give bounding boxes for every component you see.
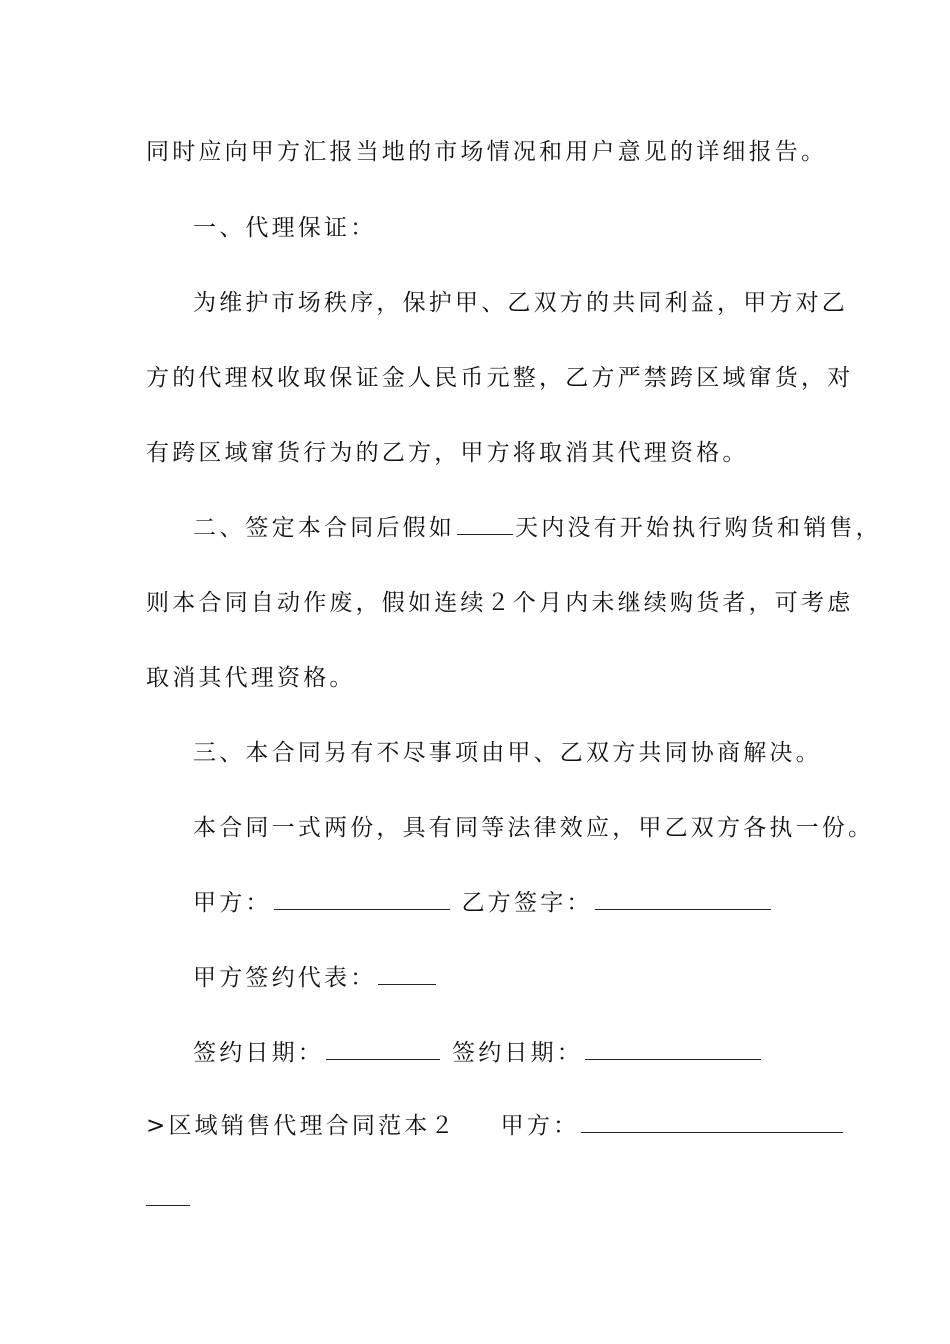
days-blank <box>457 514 513 535</box>
signature-row-parties <box>193 887 873 919</box>
party-b-sign-blank <box>595 889 771 910</box>
paragraph-guarantee-2: 方的代理权收取保证金人民币元整，乙方严禁跨区域窜货，对 <box>146 365 854 391</box>
clause-two-end: 天内没有开始执行购货和销售， <box>515 515 882 541</box>
paragraph-clause-two-3: 取消其代理资格。 <box>146 665 356 691</box>
continuation-blank-row <box>146 1183 826 1215</box>
next-party-a-blank <box>581 1112 843 1133</box>
signing-date-a-blank <box>326 1039 440 1060</box>
paragraph-clause-two-2: 则本合同自动作废，假如连续２个月内未继续购货者，可考虑 <box>146 590 854 616</box>
next-contract-title-row <box>146 1110 826 1142</box>
party-a-representative-label: 甲方签约代表： <box>193 965 377 991</box>
paragraph-guarantee-1: 为维护市场秩序，保护甲、乙双方的共同利益，甲方对乙 <box>193 290 848 316</box>
paragraph-copies: 本合同一式两份，具有同等法律效应，甲乙双方各执一份。 <box>193 815 875 841</box>
signature-row-representative <box>193 962 873 994</box>
paragraph-clause-three: 三、本合同另有不尽事项由甲、乙双方共同协商解决。 <box>193 740 822 766</box>
party-a-label: 甲方： <box>193 890 272 916</box>
signing-date-b-label: 签约日期： <box>452 1040 583 1066</box>
party-b-sign-label: 乙方签字： <box>461 890 593 916</box>
signature-row-dates <box>193 1037 873 1069</box>
clause-two-start: 二、签定本合同后假如 <box>193 515 455 541</box>
paragraph-guarantee-3: 有跨区域窜货行为的乙方，甲方将取消其代理资格。 <box>146 440 749 466</box>
signing-date-b-blank <box>585 1039 761 1060</box>
continuation-blank <box>146 1185 190 1206</box>
next-contract-title: >区域销售代理合同范本２ <box>146 1113 457 1139</box>
party-a-blank <box>274 889 450 910</box>
paragraph-clause-two-1 <box>193 512 882 544</box>
signing-date-a-label: 签约日期： <box>193 1040 324 1066</box>
party-a-representative-blank <box>378 964 436 985</box>
heading-agency-guarantee: 一、代理保证： <box>193 215 377 241</box>
next-party-a-label: 甲方： <box>500 1113 580 1139</box>
paragraph-report: 同时应向甲方汇报当地的市场情况和用户意见的详细报告。 <box>146 139 828 165</box>
